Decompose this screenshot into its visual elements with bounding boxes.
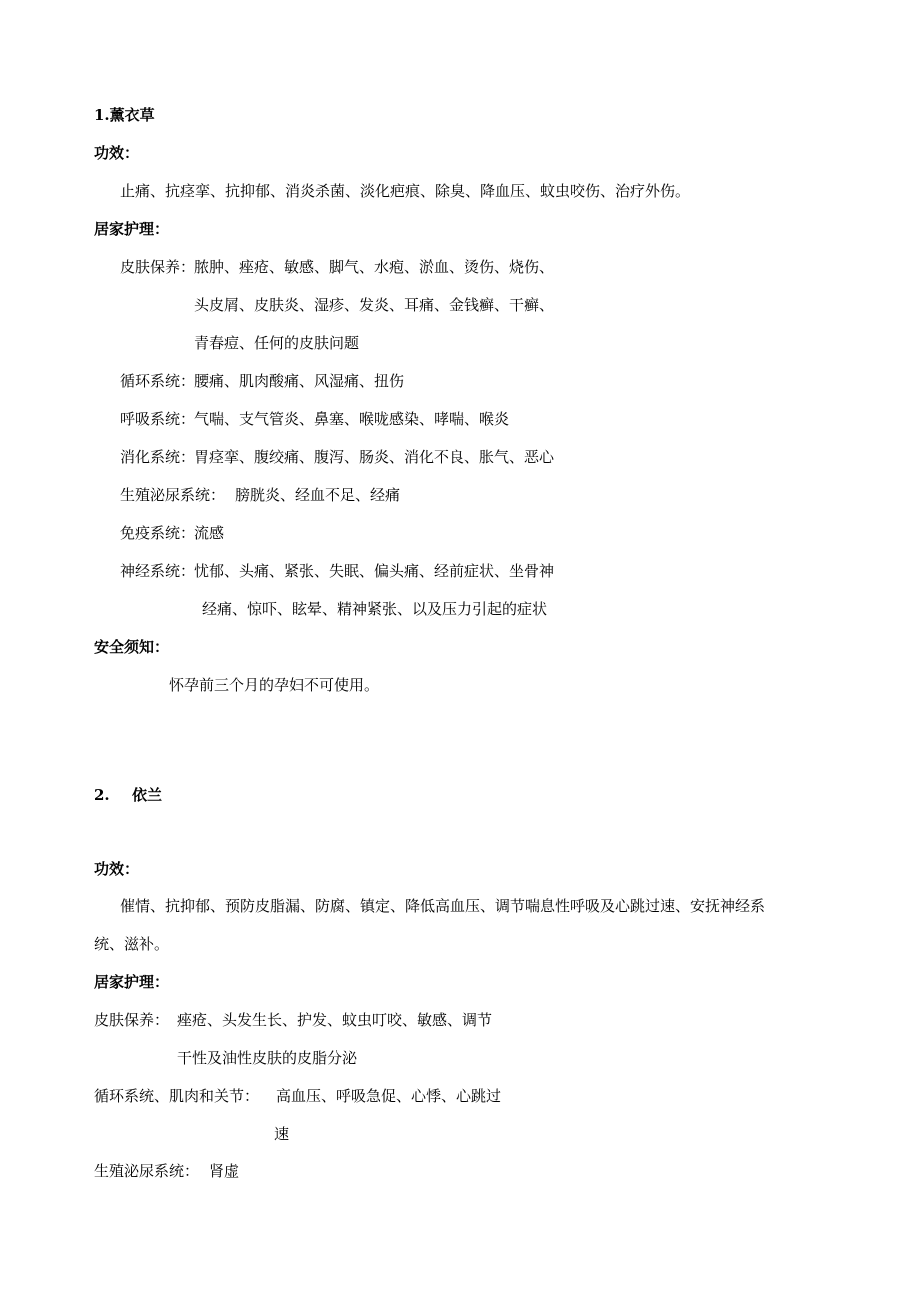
care-heading: 居家护理： <box>94 220 170 238</box>
care-item-label: 皮肤保养： <box>120 258 196 276</box>
care-item-label: 循环系统： <box>120 372 196 390</box>
care-item-line: 痤疮、头发生长、护发、蚊虫叮咬、敏感、调节 <box>177 1011 493 1029</box>
efficacy-text: 止痛、抗痉挛、抗抑郁、消炎杀菌、淡化疤痕、除臭、降血压、蚊虫咬伤、治疗外伤。 <box>120 182 691 200</box>
care-item-label: 生殖泌尿系统： <box>94 1162 200 1180</box>
care-item-line: 胃痉挛、腹绞痛、腹泻、肠炎、消化不良、胀气、恶心 <box>194 448 555 466</box>
care-item-label: 皮肤保养： <box>94 1011 170 1029</box>
safety-text: 怀孕前三个月的孕妇不可使用。 <box>169 676 380 694</box>
care-item-line: 流感 <box>194 524 225 542</box>
care-item-line: 膀胱炎、经血不足、经痛 <box>235 486 401 504</box>
care-item-line: 脓肿、痤疮、敏感、脚气、水疱、淤血、烫伤、烧伤、 <box>194 258 555 276</box>
care-item-line: 干性及油性皮肤的皮脂分泌 <box>177 1049 358 1067</box>
efficacy-heading: 功效： <box>94 860 140 878</box>
care-item-label: 神经系统： <box>120 562 196 580</box>
care-item-line: 青春痘、任何的皮肤问题 <box>194 334 360 352</box>
care-item-line: 头皮屑、皮肤炎、湿疹、发炎、耳痛、金钱癣、干癣、 <box>194 296 555 314</box>
care-item-label: 生殖泌尿系统： <box>120 486 226 504</box>
section-number: 2. <box>94 786 110 804</box>
safety-heading: 安全须知： <box>94 638 170 656</box>
section-title: 依兰 <box>132 786 163 804</box>
care-item-label: 呼吸系统： <box>120 410 196 428</box>
care-item-label: 消化系统： <box>120 448 196 466</box>
care-item-label: 循环系统、肌肉和关节： <box>94 1087 260 1105</box>
care-item-line: 高血压、呼吸急促、心悸、心跳过 <box>276 1087 502 1105</box>
care-heading: 居家护理： <box>94 973 170 991</box>
care-item-line: 气喘、支气管炎、鼻塞、喉咙感染、哮喘、喉炎 <box>194 410 510 428</box>
care-item-line: 速 <box>274 1125 290 1143</box>
care-item-line: 忧郁、头痛、紧张、失眠、偏头痛、经前症状、坐骨神 <box>194 562 555 580</box>
care-item-line: 腰痛、肌肉酸痛、风湿痛、扭伤 <box>194 372 405 390</box>
care-item-line: 经痛、惊吓、眩晕、精神紧张、以及压力引起的症状 <box>202 600 548 618</box>
care-item-line: 肾虚 <box>209 1162 240 1180</box>
section-title: 1.薰衣草 <box>94 106 155 124</box>
efficacy-text: 催情、抗抑郁、预防皮脂漏、防腐、镇定、降低高血压、调节喘息性呼吸及心跳过速、安抚神经系 <box>120 897 766 915</box>
care-item-label: 免疫系统： <box>120 524 196 542</box>
efficacy-text: 统、滋补。 <box>94 935 170 953</box>
efficacy-heading: 功效： <box>94 144 140 162</box>
